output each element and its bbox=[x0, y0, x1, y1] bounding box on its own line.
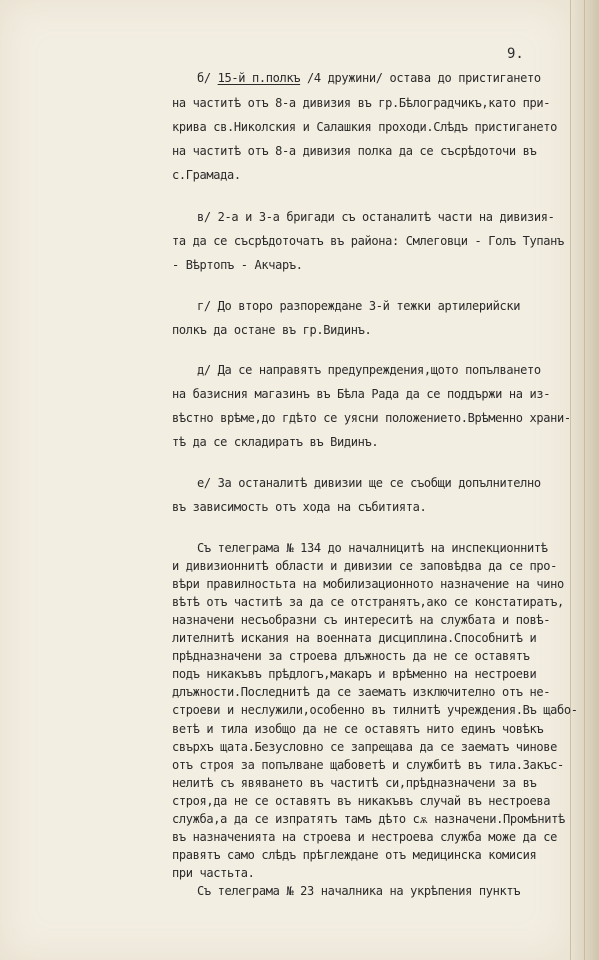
text-line: Съ телеграма № 23 началника на укрѣпения пунктъ bbox=[197, 884, 521, 898]
underlined-regiment: 15-й п.полкъ bbox=[217, 71, 301, 85]
line-prefix: б/ bbox=[197, 71, 218, 85]
text-line: правятъ само слѣдъ прѣглеждане отъ медицинска комисия bbox=[172, 848, 537, 862]
text-line: въ зависимость отъ хода на събитията. bbox=[172, 500, 427, 514]
text-line: в/ 2-а и 3-а бригади съ останалитѣ части на дивизия- bbox=[197, 210, 555, 224]
text-line: отъ строя за попълване щабоветѣ и службитѣ въ тила.Закъс- bbox=[172, 758, 564, 772]
text-line: полкъ да остане въ гр.Видинъ. bbox=[172, 323, 372, 337]
text-line: прѣдназначени за строева длъжность да не се оставятъ bbox=[172, 649, 530, 663]
text-line: та да се съсрѣдоточатъ въ района: Смлеговци - Голъ Тупанъ bbox=[172, 234, 564, 248]
text-line: длъжности.Последнитѣ да се заематъ изключително отъ не- bbox=[172, 685, 551, 699]
text-line: подъ никакъвъ прѣдлогъ,макаръ и врѣменно на нестроеви bbox=[172, 667, 537, 681]
text-line: с.Грамада. bbox=[172, 168, 241, 182]
text-line bbox=[197, 70, 541, 86]
text-line: ветѣ и тила изобщо да не се оставятъ нито единъ човѣкъ bbox=[172, 722, 544, 736]
text-line: Съ телеграма № 134 до началницитѣ на инспекционнитѣ bbox=[197, 541, 548, 555]
text-line: лителнитѣ искания на военната дисциплина.Способнитѣ и bbox=[172, 631, 537, 645]
text-line: вѣри правилностьта на мобилизационното назначение на чино bbox=[172, 577, 564, 591]
text-line: г/ До второ разпореждане 3-й тежки артилерийски bbox=[197, 299, 521, 313]
text-line: служба,а да се изпратятъ тамъ дѣто сѫ назначени.Промѣнитѣ bbox=[172, 812, 565, 826]
text-line: и дивизионнитѣ области и дивизии се заповѣдва да се про- bbox=[172, 559, 557, 573]
text-line: вѣтѣ отъ частитѣ за да се отстранятъ,ако се констатиратъ, bbox=[172, 595, 564, 609]
text-line: на частитѣ отъ 8-а дивизия полка да се съсрѣдоточи въ bbox=[172, 144, 537, 158]
text-line: д/ Да се направятъ предупреждения,щото попълването bbox=[197, 363, 541, 377]
text-line: свърхъ щата.Безусловно се запрещава да се заематъ чинове bbox=[172, 740, 557, 754]
text-line: назначени несъобразни съ интереситѣ на службата и повѣ- bbox=[172, 613, 551, 627]
text-line: нелитѣ съ явяването въ частитѣ си,прѣдназначени за въ bbox=[172, 776, 537, 790]
text-line: вѣстно врѣме,до гдѣто се уясни положението.Врѣменно храни- bbox=[172, 411, 571, 425]
text-line: на частитѣ отъ 8-а дивизия въ гр.Бѣлоградчикъ,като при- bbox=[172, 96, 551, 110]
text-line: крива св.Николския и Салашкия проходи.Слѣдъ пристигането bbox=[172, 120, 557, 134]
text-line: тѣ да се складиратъ въ Видинъ. bbox=[172, 435, 379, 449]
page-number: 9. bbox=[507, 46, 524, 62]
text-line: строя,да не се оставятъ въ никакъвъ случай въ нестроева bbox=[172, 794, 551, 808]
text-line: - Вѣртопъ - Акчаръ. bbox=[172, 258, 303, 272]
text-line: е/ За останалитѣ дивизии ще се съобщи допълнително bbox=[197, 476, 541, 490]
line-rest: /4 дружини/ остава до пристигането bbox=[300, 71, 541, 85]
text-line: на базисния магазинъ въ Бѣла Рада да се поддържи на из- bbox=[172, 387, 551, 401]
text-line: строеви и неслужили,особенно въ тилнитѣ учреждения.Въ щабо- bbox=[172, 703, 578, 717]
text-line: въ назначенията на строева и нестроева служба може да се bbox=[172, 830, 557, 844]
binding-line bbox=[584, 0, 585, 960]
text-line: при частьта. bbox=[172, 866, 255, 880]
